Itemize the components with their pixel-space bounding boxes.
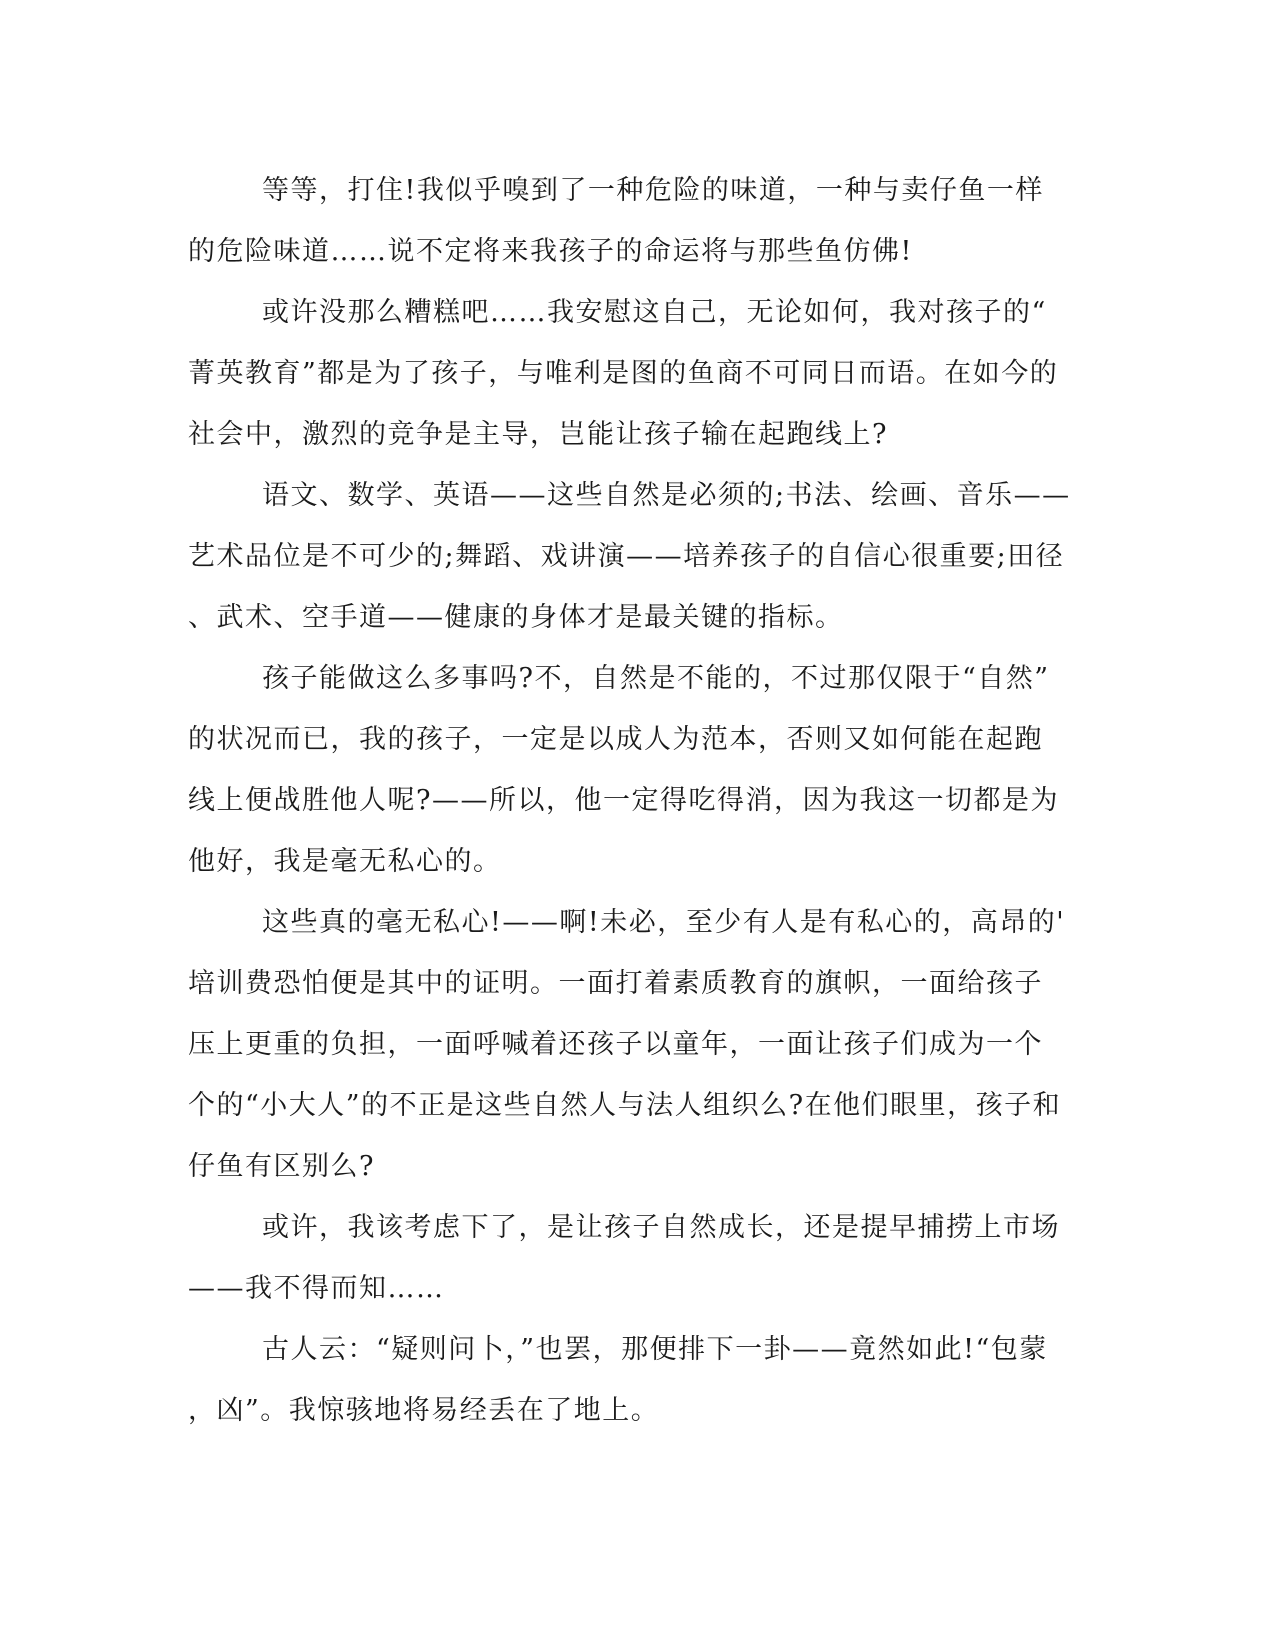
text-line: 菁英教育”都是为了孩子，与唯利是图的鱼商不可同日而语。在如今的 bbox=[188, 358, 1059, 389]
text-line: 孩子能做这么多事吗?不，自然是不能的，不过那仅限于“自然” bbox=[262, 663, 1050, 694]
text-line: 的危险味道……说不定将来我孩子的命运将与那些鱼仿佛! bbox=[188, 236, 913, 267]
paragraph bbox=[188, 160, 1088, 282]
text-line: 线上便战胜他人呢?——所以，他一定得吃得消，因为我这一切都是为 bbox=[188, 785, 1059, 816]
text-line: 古人云：“疑则问卜，”也罢，那便排下一卦——竟然如此!“包蒙 bbox=[262, 1334, 1048, 1365]
text-line: 社会中，激烈的竞争是主导，岂能让孩子输在起跑线上? bbox=[188, 419, 888, 450]
paragraph bbox=[188, 892, 1088, 1197]
text-line: ，凶”。我惊骇地将易经丢在了地上。 bbox=[188, 1395, 660, 1426]
text-line: 压上更重的负担，一面呼喊着还孩子以童年，一面让孩子们成为一个 bbox=[188, 1029, 1043, 1060]
text-line: 或许，我该考虑下了，是让孩子自然成长，还是提早捕捞上市场 bbox=[262, 1212, 1060, 1243]
text-line: ——我不得而知…… bbox=[188, 1273, 445, 1304]
text-line: 或许没那么糟糕吧……我安慰这自己，无论如何，我对孩子的“ bbox=[262, 297, 1047, 328]
text-line: 等等，打住!我似乎嗅到了一种危险的味道，一种与卖仔鱼一样 bbox=[262, 175, 1044, 206]
text-line: 这些真的毫无私心!——啊!未必，至少有人是有私心的，高昂的' bbox=[262, 907, 1066, 938]
paragraph bbox=[188, 282, 1088, 465]
document-body bbox=[188, 160, 1088, 1441]
paragraph bbox=[188, 1197, 1088, 1319]
text-line: 培训费恐怕便是其中的证明。一面打着素质教育的旗帜，一面给孩子 bbox=[188, 968, 1043, 999]
paragraph bbox=[188, 1319, 1088, 1441]
text-line: 、武术、空手道——健康的身体才是最关键的指标。 bbox=[188, 602, 844, 633]
paragraph bbox=[188, 648, 1088, 892]
text-line: 的状况而已，我的孩子，一定是以成人为范本，否则又如何能在起跑 bbox=[188, 724, 1043, 755]
text-line: 艺术品位是不可少的;舞蹈、戏讲演——培养孩子的自信心很重要;田径 bbox=[188, 541, 1065, 572]
text-line: 他好，我是毫无私心的。 bbox=[188, 846, 502, 877]
text-line: 仔鱼有区别么? bbox=[188, 1151, 375, 1182]
text-line: 语文、数学、英语——这些自然是必须的;书法、绘画、音乐—— bbox=[262, 480, 1071, 511]
paragraph bbox=[188, 465, 1088, 648]
text-line: 个的“小大人”的不正是这些自然人与法人组织么?在他们眼里，孩子和 bbox=[188, 1090, 1062, 1121]
